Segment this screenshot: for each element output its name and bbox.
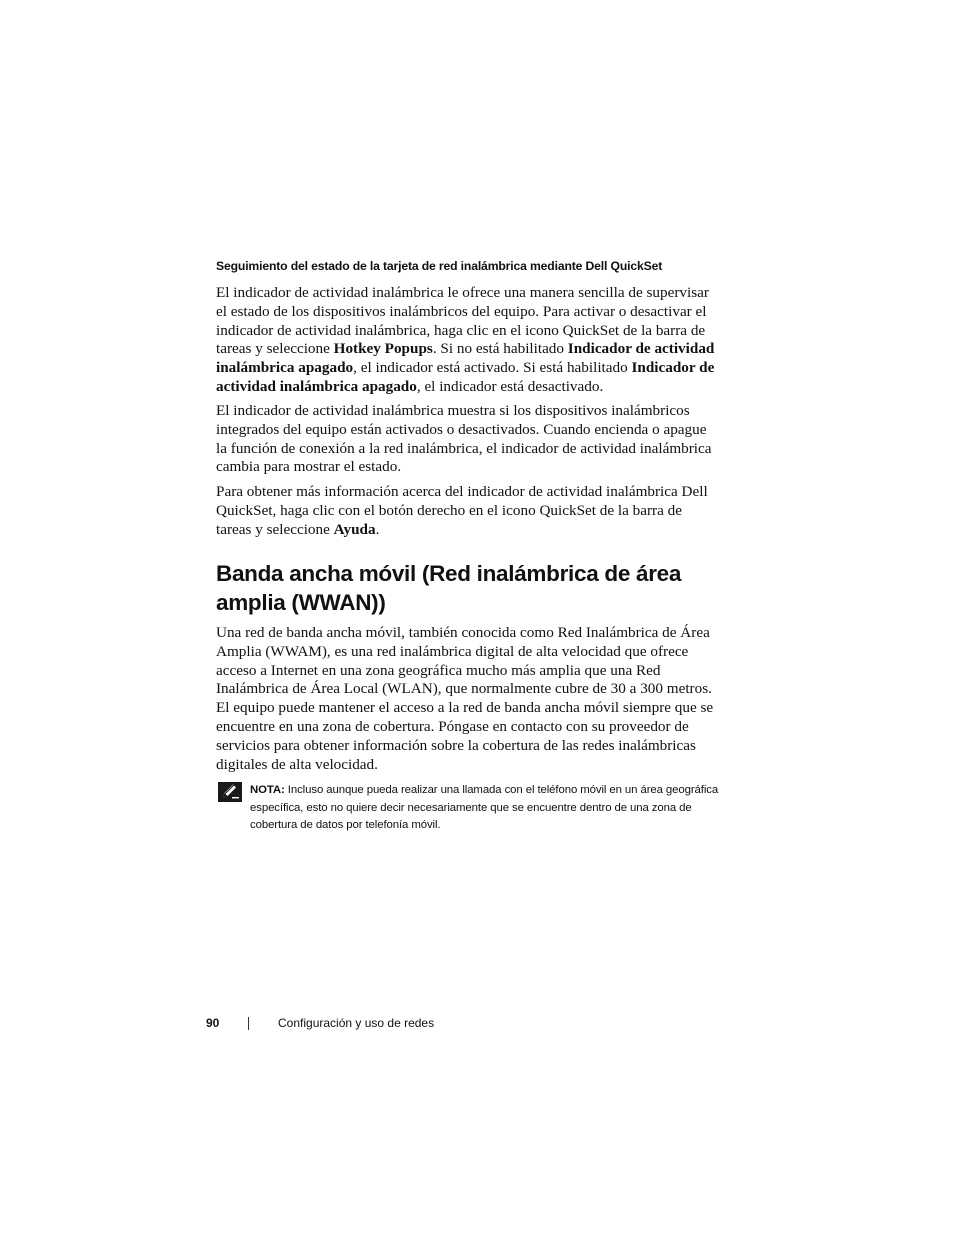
page-number: 90 (206, 1016, 220, 1030)
text-run: El indicador de actividad inalámbrica le ofrece una manera sencilla de supervisar el estado de los dispositivos inalámbricos del equipo. Para activar o desactivar el indicador de actividad inalámbrica, haga clic en el icono QuickSet de la barra de tareas y seleccione (216, 284, 709, 358)
note-text: Incluso aunque pueda realizar una llamada con el teléfono móvil en un área geográfica específica, esto no quiere decir necesariamente que se encuentre dentro de una zona de cobertura de datos por telefonía móvil. (250, 784, 719, 831)
section-heading-wwan (216, 560, 736, 617)
text-run: , el indicador está desactivado. (416, 377, 604, 395)
menu-term-indicator-off: Indicador de actividad inalámbrica apagado (216, 359, 715, 395)
section-subheading: Seguimiento del estado de la tarjeta de red inalámbrica mediante Dell QuickSet (216, 259, 663, 273)
paragraph-wwan-description: Una red de banda ancha móvil, también conocida como Red Inalámbrica de Área Amplia (WWAM), es una red inalámbrica digital de alta velocidad que ofrece acceso a Internet en una zona geográfica mucho más amplia que una Red Inalámbrica de Área Local (WLAN), que normalmente cubre de 30 a 300 metros. El equipo puede mantener el acceso a la red de banda ancha móvil siempre que se encuentre en una zona de cobertura. Póngase en contacto con su proveedor de servicios para obtener información sobre la cobertura de las redes inalámbricas digitales de alta velocidad. (216, 624, 714, 773)
paragraph-indicator-status: El indicador de actividad inalámbrica muestra si los dispositivos inalámbricos integrados del equipo están activados o desactivados. Cuando encienda o apague la función de conexión a la red inalámbrica, el indicador de actividad inalámbrica cambia para mostrar el estado. (216, 402, 712, 476)
note-label: NOTA: (250, 784, 285, 796)
text-run: . Si no está habilitado (432, 340, 568, 358)
menu-term-hotkey-popups: Hotkey Popups (333, 340, 433, 358)
note-block (250, 782, 720, 835)
text-run: . (375, 520, 380, 538)
menu-term-indicator-off: Indicador de actividad inalámbrica apagado (216, 340, 715, 377)
footer-divider (248, 1017, 249, 1030)
footer-chapter-title: Configuración y uso de redes (278, 1016, 435, 1030)
heading-line: amplia (WWAN)) (216, 589, 386, 615)
text-run: , el indicador está activado. Si está habilitado (353, 359, 632, 377)
paragraph-more-info (216, 483, 716, 539)
heading-line: Banda ancha móvil (Red inalámbrica de área (216, 561, 682, 586)
paragraph-quickset-indicator (216, 284, 716, 397)
note-pencil-icon (218, 782, 242, 802)
menu-term-ayuda: Ayuda (333, 520, 376, 538)
text-run: Para obtener más información acerca del indicador de actividad inalámbrica Dell QuickSet, haga clic con el botón derecho en el icono QuickSet de la barra de tareas y seleccione (216, 483, 708, 538)
